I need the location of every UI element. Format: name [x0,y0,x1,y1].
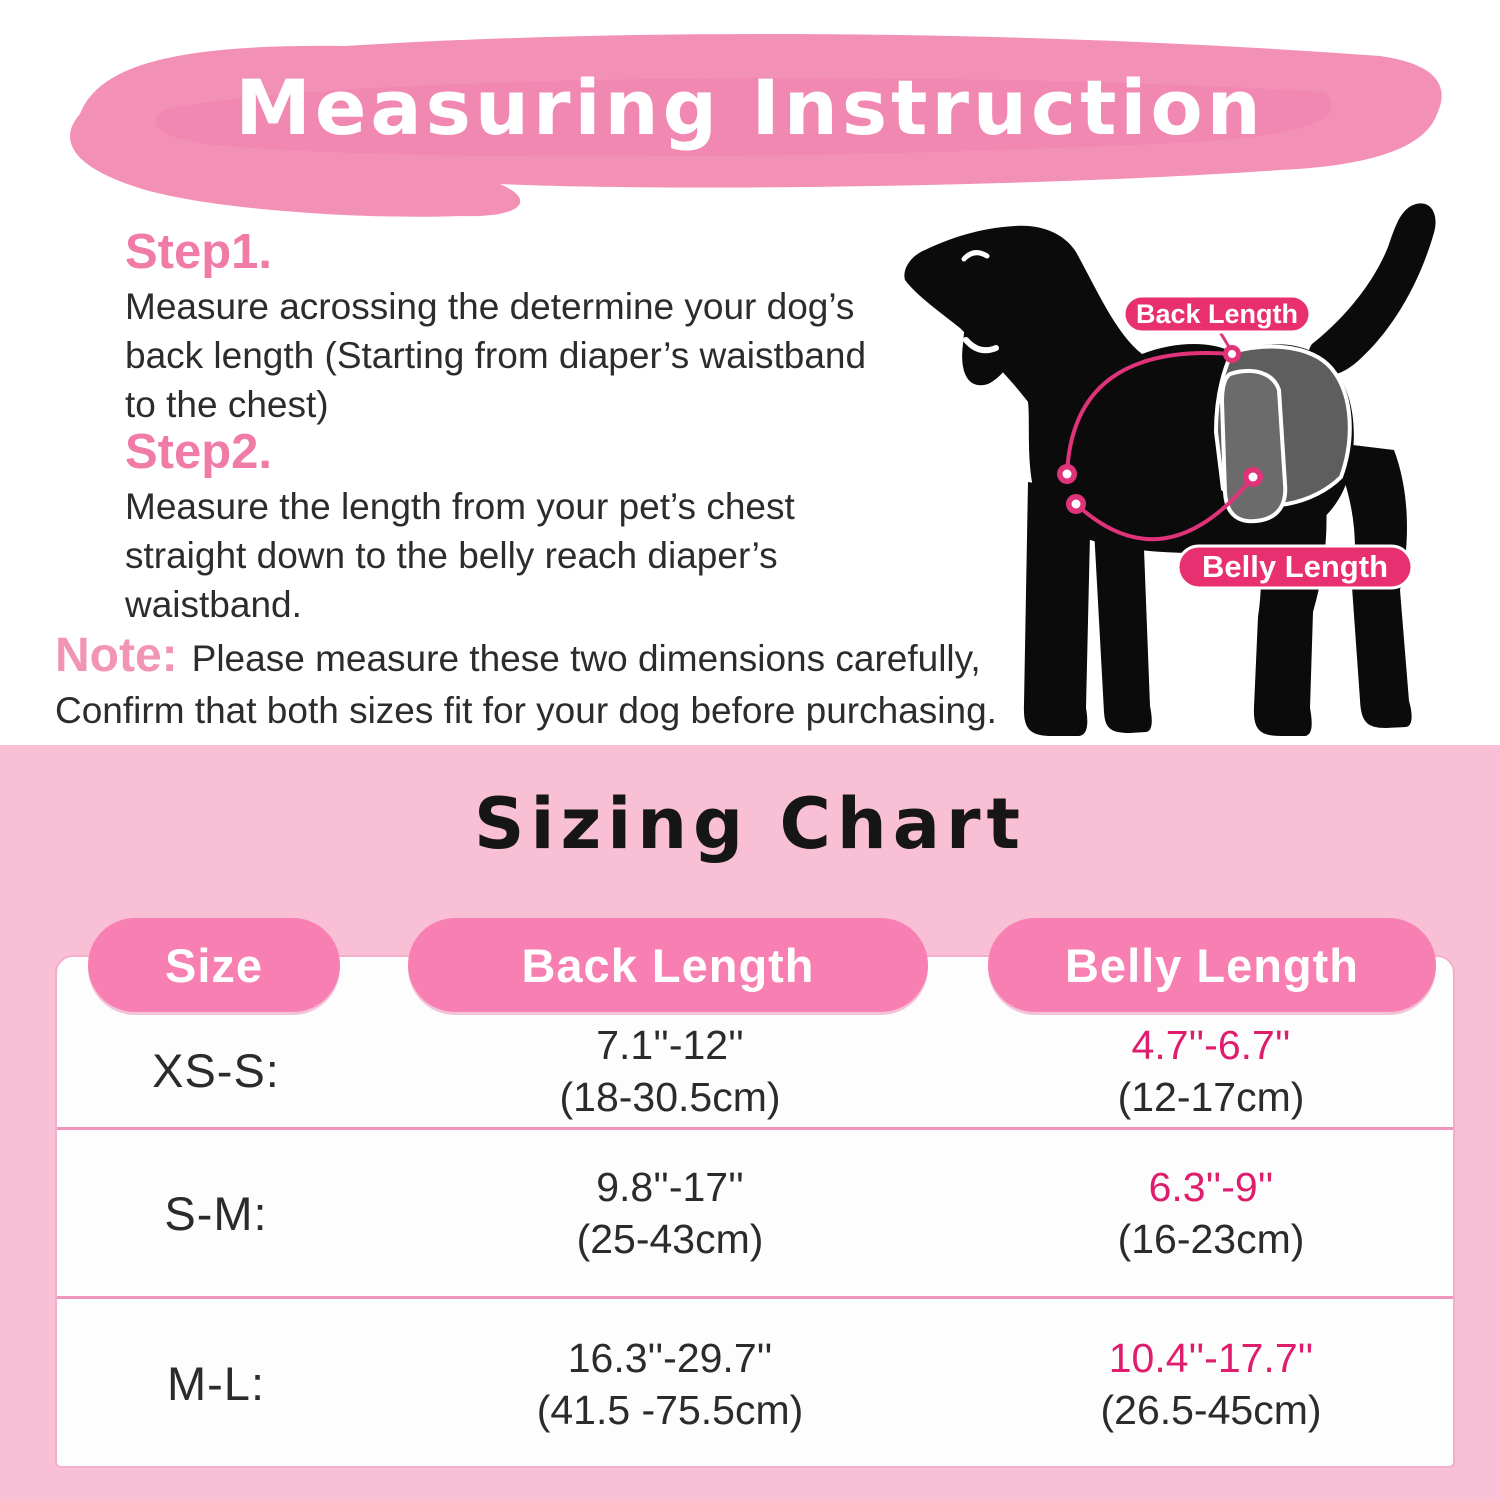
step2-heading: Step2. [125,425,273,479]
back-length-label [1124,296,1310,332]
column-header-belly-length: Belly Length [988,918,1436,1012]
dog-diagram [880,192,1492,750]
row-back-length [375,1332,965,1436]
belly-inches: 4.7''-6.7'' [1131,1021,1291,1068]
row-size-label: S-M: [164,1186,268,1240]
table-row [57,1299,1453,1468]
row-back-length [375,1019,965,1123]
step1-heading: Step1. [125,225,273,279]
back-inches: 16.3''-29.7'' [567,1334,773,1381]
column-header-back-length: Back Length [408,918,928,1012]
row-size-label: XS-S: [152,1044,280,1097]
row-belly-length [965,1161,1457,1265]
svg-text:Belly Length: Belly Length [1201,549,1389,584]
back-inches: 7.1''-12'' [596,1021,744,1068]
step2-block [125,424,905,629]
sizing-table [55,955,1455,1468]
note-text: Please measure these two dimensions carefully, Confirm that both sizes fit for your dog before purchasing. [55,638,997,731]
sizing-chart-title: Sizing Chart [474,783,1026,865]
belly-cm: (26.5-45cm) [1100,1386,1322,1433]
step2-text: Measure the length from your pet’s chest straight down to the belly reach diaper’s waistband. [125,486,795,625]
table-row [57,1130,1453,1299]
sizing-table-rows [57,1014,1453,1468]
row-size-label: M-L: [167,1357,265,1410]
row-back-length [375,1161,965,1265]
row-belly-length [965,1332,1457,1436]
table-row [57,1014,1453,1130]
dog-silhouette-icon [904,203,1435,736]
belly-inches: 6.3''-9'' [1148,1164,1274,1210]
belly-cm: (16-23cm) [1117,1216,1305,1262]
column-header-size: Size [88,918,340,1012]
back-cm: (25-43cm) [576,1216,764,1262]
step1-block [125,224,905,429]
page-title: Measuring Instruction [235,63,1265,152]
belly-inches: 10.4''-17.7'' [1108,1334,1314,1381]
belly-length-label [1178,546,1412,588]
belly-cm: (12-17cm) [1117,1073,1305,1120]
sizing-chart-section [0,745,1500,1500]
back-cm: (41.5 -75.5cm) [536,1386,804,1433]
step1-text: Measure acrossing the determine your dog’s back length (Starting from diaper’s waistband to the chest) [125,286,867,425]
note-label: Note: [55,629,178,682]
back-cm: (18-30.5cm) [559,1073,781,1120]
svg-text:Back Length: Back Length [1135,299,1299,329]
row-belly-length [965,1019,1457,1123]
back-inches: 9.8''-17'' [596,1164,744,1210]
